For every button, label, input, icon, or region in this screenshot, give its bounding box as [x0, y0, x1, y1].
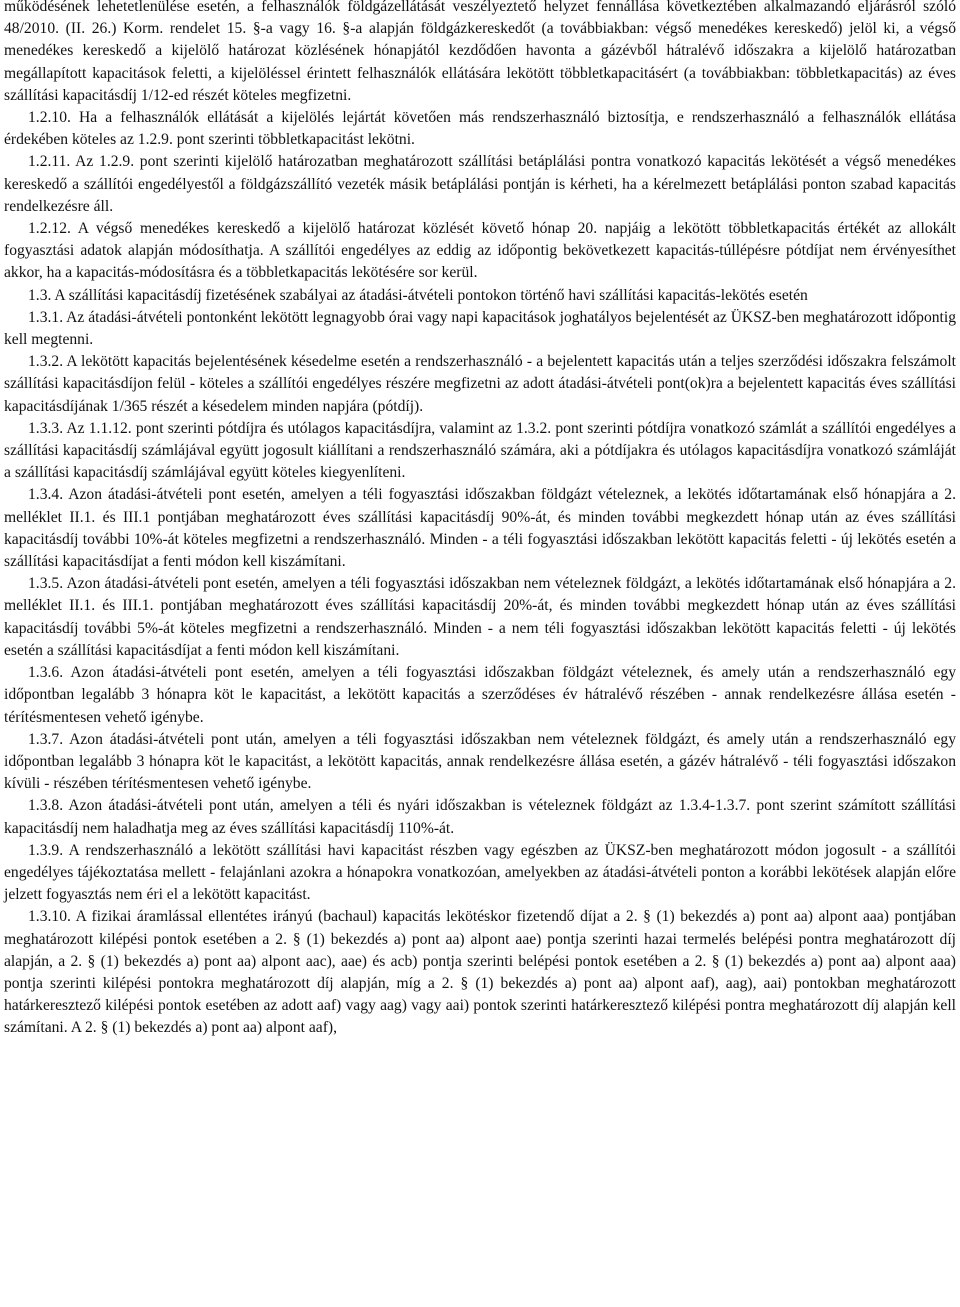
paragraph-1-2-11: 1.2.11. Az 1.2.9. pont szerinti kijelölő határozatban meghatározott szállítási betáplálási pontra vonatkozó kapacitás lekötését a végső menedékes kereskedő a szállítói engedélyestől a földgázszállító vezeték másik betáplálási pontján is kérheti, ha a kérelmezett betáplálási ponton szabad kapacitás rendelkezésre áll.	[4, 153, 956, 215]
paragraph-1-3-9: 1.3.9. A rendszerhasználó a lekötött szállítási havi kapacitást részben vagy egészben az ÜKSZ-ben meghatározott módon jogosult - a szállítói engedélyes tájékoztatása mellett - felajánlani azokra a hónapokra vonatkozóan, amelyekben az átadási-átvételi ponton a korábbi lekötések alapján előre jelzett fogyasztás nem éri el a lekötött kapacitást.	[4, 841, 956, 904]
paragraph-1-2-10: 1.2.10. Ha a felhasználók ellátását a kijelölés lejártát követően más rendszerhasználó biztosítja, e rendszerhasználó a felhasználók ellátása érdekében köteles az 1.2.9. pont szerinti többletkapacitást lekötni.	[4, 109, 956, 149]
paragraph-1-3-7: 1.3.7. Azon átadási-átvételi pont után, amelyen a téli fogyasztási időszakban nem vételeznek földgázt, és amely után a rendszerhasználó egy időpontban legalább 3 hónapra köt le kapacitást, a lekötött kapacitás, annak rendelkezésre állása esetén, a gázév hátralévő - téli fogyasztási időszakon kívüli - részében térítésmentesen vehető igénybe.	[4, 730, 956, 793]
paragraph-1-3-2: 1.3.2. A lekötött kapacitás bejelentésének késedelme esetén a rendszerhasználó - a bejelentett kapacitás után a teljes szerződési időszakra felszámolt szállítási kapacitásdíjon felül - köteles a szállítói engedélyes részére megfizetni az adott átadási-átvételi pont(ok)ra a bejelentett kapacitás éves szállítási kapacitásdíjának 1/365 részét a késedelem minden napjára (pótdíj).	[4, 353, 956, 415]
paragraph-1-2-12: 1.2.12. A végső menedékes kereskedő a kijelölő határozat közlését követő hónap 20. napjáig a lekötött többletkapacitás értékét az allokált fogyasztási adatok alapján módosíthatja. A szállítói engedélyes az eddig az időpontig bekövetkezett kapacitás-túllépésre pótdíjat nem érvényesíthet akkor, ha a kapacitás-módosításra és a többletkapacitás lekötésére sor kerül.	[4, 220, 956, 282]
paragraph-1-3-1: 1.3.1. Az átadási-átvételi pontonként lekötött legnagyobb órai vagy napi kapacitások joghatályos bejelentését az ÜKSZ-ben meghatározott időpontig kell megtenni.	[4, 308, 956, 349]
paragraph-1-3-10: 1.3.10. A fizikai áramlással ellentétes irányú (bachaul) kapacitás lekötéskor fizetendő díjat a 2. § (1) bekezdés a) pont aa) alpont aaa) pontjában meghatározott kilépési pontok esetében a 2. § (1) bekezdés a) pont aa) alpont aae) pontja szerinti hazai termelés belépési pontra meghatározott díj alapján, a 2. § (1) bekezdés a) pont aa) alpont aac), aae) és acb) pontja szerinti belépési pontok esetében a 2. § (1) bekezdés a) pont aa) alpont aaa) pontja szerinti kilépési pontokra meghatározott díj alapján, míg a 2. § (1) bekezdés a) pont aa) alpont aaf), aag), aai) pontokban meghatározott határkeresztező kilépési pontok esetében az adott aaf) vagy aag) vagy aai) pontok szerinti határkeresztező kilépési pontra meghatározott díj alapján kell számítani. A 2. § (1) bekezdés a) pont aa) alpont aaf),	[4, 908, 956, 1037]
paragraph-1-3-4: 1.3.4. Azon átadási-átvételi pont esetén, amelyen a téli fogyasztási időszakban földgázt vételeznek, a lekötés időtartamának első hónapjára a 2. melléklet II.1. és III.1 pontjában meghatározott éves szállítási kapacitásdíj 90%-át, és minden további megkezdett hónap után az éves szállítási kapacitásdíj további 10%-át köteles megfizetni a rendszerhasználó. Minden - a téli fogyasztási időszakban lekötött kapacitás feletti - új lekötés esetén a szállítási kapacitásdíjat a fenti módon kell kiszámítani.	[4, 486, 956, 571]
paragraph-1-3-8: 1.3.8. Azon átadási-átvételi pont után, amelyen a téli és nyári időszakban is vételeznek földgázt az 1.3.4-1.3.7. pont szerint számított szállítási kapacitásdíj nem haladhatja meg az éves szállítási kapacitásdíj 110%-át.	[4, 797, 956, 837]
paragraph-1-3-3: 1.3.3. Az 1.1.12. pont szerinti pótdíjra és utólagos kapacitásdíjra, valamint az 1.3.2. pont szerinti pótdíjra vonatkozó számlát a szállítói engedélyes a szállítási kapacitásdíj számlájával együtt jogosult kiállítani a rendszerhasználó számára, aki a pótdíjakra és utólagos kapacitásdíjra vonatkozó számláját a szállítási kapacitásdíj számlájával együtt köteles kiegyenlíteni.	[4, 419, 956, 482]
paragraph-1-3-6: 1.3.6. Azon átadási-átvételi pont esetén, amelyen a téli fogyasztási időszakban földgázt vételeznek, és amely után a rendszerhasználó egy időpontban legalább 3 hónapra köt le kapacitást, a lekötött kapacitás a szerződéses év hátralévő részében - annak rendelkezésre állása esetén - térítésmentesen vehető igénybe.	[4, 664, 956, 726]
paragraph-1-2-9-continuation: működésének lehetetlenülése esetén, a felhasználók földgázellátását veszélyeztető helyzet fennállása következtében alkalmazandó eljárásról szóló 48/2010. (II. 26.) Korm. rendelet 15. §-a vagy 16. §-a alapján földgázkereskedőt (a továbbiakban: végső menedékes kereskedő) jelöl ki, a végső menedékes kereskedő a kijelölő határozat közlésének hónapjától kezdődően havonta a gázévből hátralévő időszakra a kijelölő határozatban megállapított kapacitások feletti, a kijelöléssel érintett felhasználók ellátására lekötött többletkapacitásért (a továbbiakban: többletkapacitás) az éves szállítási kapacitásdíj 1/12-ed részét köteles megfizetni.	[4, 0, 956, 104]
paragraph-1-3-5: 1.3.5. Azon átadási-átvételi pont esetén, amelyen a téli fogyasztási időszakban nem vételeznek földgázt, a lekötés időtartamának első hónapjára a 2. melléklet II.1. és III.1. pontjában meghatározott éves szállítási kapacitásdíj 20%-át, és minden további megkezdett hónap után az éves szállítási kapacitásdíj további 5%-át köteles megfizetni a rendszerhasználó. Minden - a nem téli fogyasztási időszakban lekötött kapacitás feletti - új lekötés esetén a szállítási kapacitásdíjat a fenti módon kell kiszámítani.	[4, 575, 956, 659]
section-heading-1-3: 1.3. A szállítási kapacitásdíj fizetésének szabályai az átadási-átvételi pontokon történő havi szállítási kapacitás-lekötés esetén	[28, 286, 808, 304]
